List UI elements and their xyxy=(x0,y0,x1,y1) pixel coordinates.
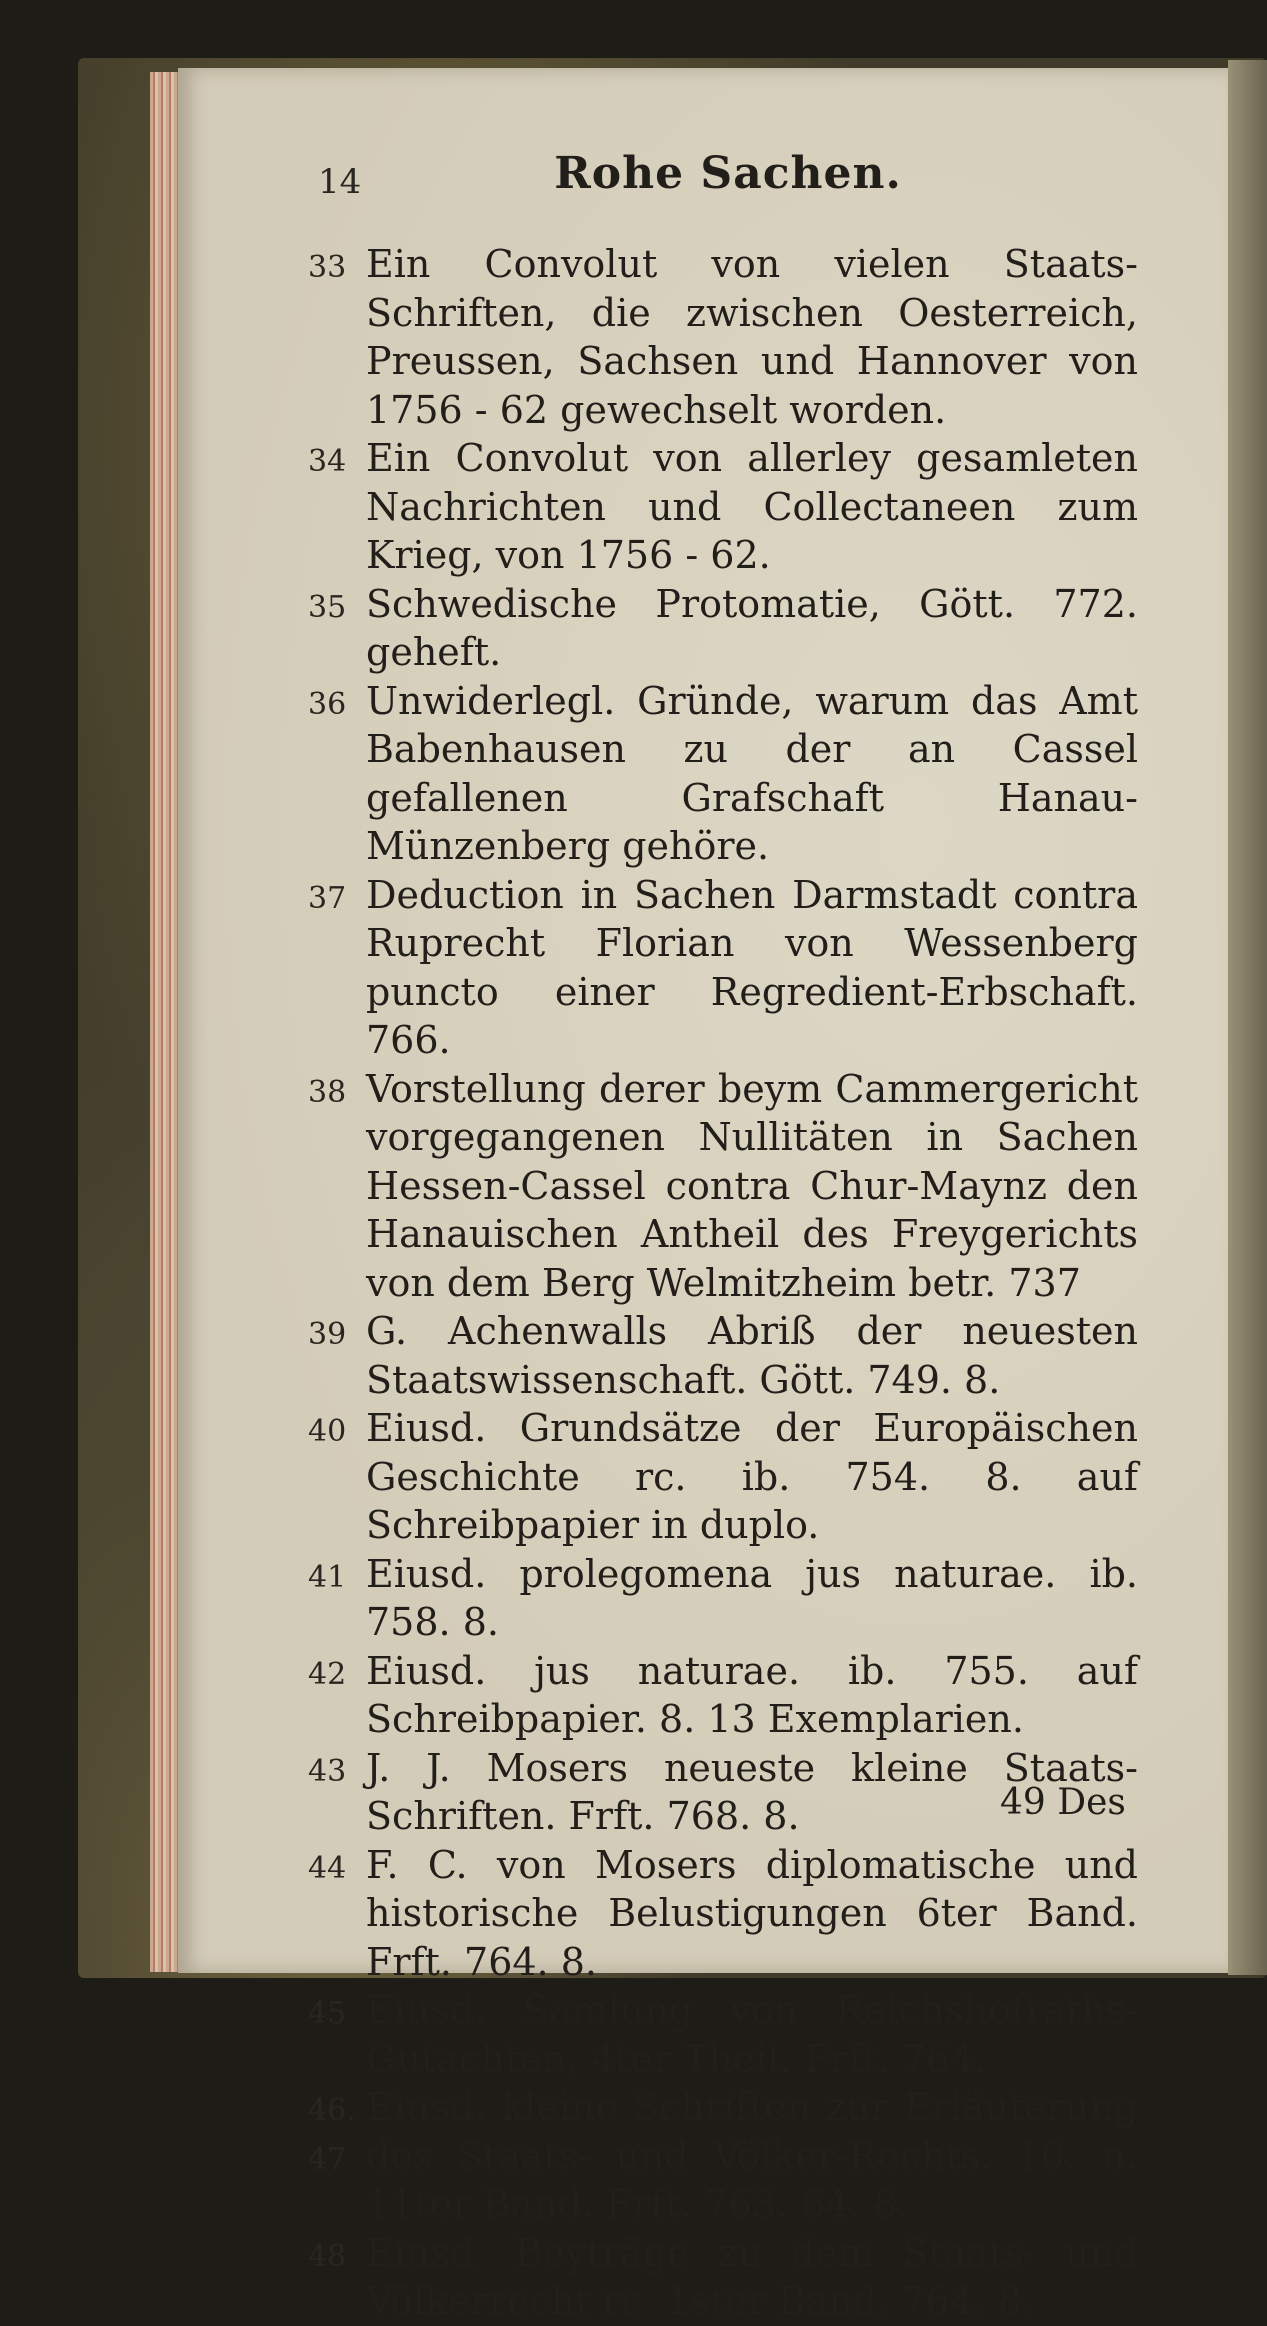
entry-text: Deduction in Sachen Darmstadt contra Ruprecht Florian von Wessenberg puncto einer Regredient-Erbschaft. 766. xyxy=(366,872,1138,1062)
entry-number: 38 xyxy=(308,1074,347,1110)
list-item xyxy=(308,580,1138,677)
page-number: 14 xyxy=(318,162,362,202)
list-item xyxy=(308,871,1138,1065)
list-item xyxy=(308,1550,1138,1647)
entry-text: G. Achenwalls Abriß der neuesten Staatswissenschaft. Gött. 749. 8. xyxy=(366,1309,1138,1402)
catalog-entries xyxy=(308,240,1138,2326)
entry-text: Unwiderlegl. Gründe, warum das Amt Babenhausen zu der an Cassel gefallenen Grafschaft Hanau-Münzenberg gehöre. xyxy=(366,678,1138,868)
list-item xyxy=(308,1404,1138,1550)
list-item xyxy=(308,1647,1138,1744)
list-item xyxy=(308,1841,1138,1987)
list-item xyxy=(308,2083,1138,2229)
list-item xyxy=(308,1065,1138,1308)
page-header xyxy=(318,140,1138,210)
list-item xyxy=(308,2229,1138,2326)
entry-number: 40 xyxy=(308,1414,347,1449)
entry-text: Schwedische Protomatie, Gött. 772. geheft. xyxy=(366,581,1138,674)
entry-number: 44 xyxy=(308,1850,347,1886)
entry-text: F. C. von Mosers diplomatische und historische Belustigungen 6ter Band. Frft. 764. 8. xyxy=(366,1842,1138,1984)
entry-number: 39 xyxy=(308,1317,347,1352)
entry-number: 36 xyxy=(308,686,347,722)
list-item xyxy=(308,677,1138,871)
list-item xyxy=(308,1307,1138,1404)
entry-number: 34 xyxy=(308,444,347,479)
entry-number: 35 xyxy=(308,589,347,625)
page-edges xyxy=(150,72,180,1972)
facing-page-edge xyxy=(1228,60,1267,1975)
entry-number: 46. 47 xyxy=(308,2093,356,2177)
entry-text: Eiusd. prolegomena jus naturae. ib. 758. 8. xyxy=(366,1551,1138,1644)
entry-number: 43 xyxy=(308,1753,347,1789)
entry-number: 33 xyxy=(308,250,347,285)
list-item xyxy=(308,1986,1138,2083)
entry-text: Vorstellung derer beym Cammergericht vorgegangenen Nullitäten in Sachen Hessen-Cassel contra Chur-Maynz den Hanauischen Antheil des Freygerichts von dem Berg Welmitzheim betr. 737 xyxy=(366,1066,1138,1305)
entry-number: 41 xyxy=(308,1559,347,1595)
entry-number: 42 xyxy=(308,1656,347,1692)
entry-text: Eiusd. jus naturae. ib. 755. auf Schreibpapier. 8. 13 Exemplarien. xyxy=(366,1648,1138,1741)
entry-text: J. J. Mosers neueste kleine Staats-Schriften. Frft. 768. 8. xyxy=(366,1745,1138,1838)
entry-text: Ein Convolut von vielen Staats-Schriften, die zwischen Oesterreich, Preussen, Sachsen und Hannover von 1756 - 62 gewechselt worden. xyxy=(366,242,1138,432)
entry-text: Eiusd. Beyträge zu dem Staats- und Völkerrecht rc. 1ster Band. 764. 8. xyxy=(366,2230,1138,2323)
entry-text: Eiusd. Grundsätze der Europäischen Geschichte rc. ib. 754. 8. auf Schreibpapier in duplo. xyxy=(366,1406,1138,1547)
catchword: 49 Des xyxy=(1000,1782,1126,1823)
entry-text: Ein Convolut von allerley gesamleten Nachrichten und Collectaneen zum Krieg, von 1756 - 62. xyxy=(366,436,1138,577)
list-item xyxy=(308,240,1138,434)
entry-number: 45 xyxy=(308,1996,347,2031)
entry-text: Eiusd. kleine Schriften zur Erläuterung des Staats- und Völker-Rechts. 10. u. 11ter Band. Frft. 763. 64. 8. xyxy=(366,2085,1138,2226)
entry-text: Eiusd. Samlung von Reichshofraths-Gutachten, 4ter Theil. Frft. 764. xyxy=(366,1988,1138,2081)
list-item xyxy=(308,434,1138,580)
entry-number: 48 xyxy=(308,2238,347,2274)
entry-number: 37 xyxy=(308,880,347,916)
running-title: Rohe Sachen. xyxy=(554,148,902,199)
